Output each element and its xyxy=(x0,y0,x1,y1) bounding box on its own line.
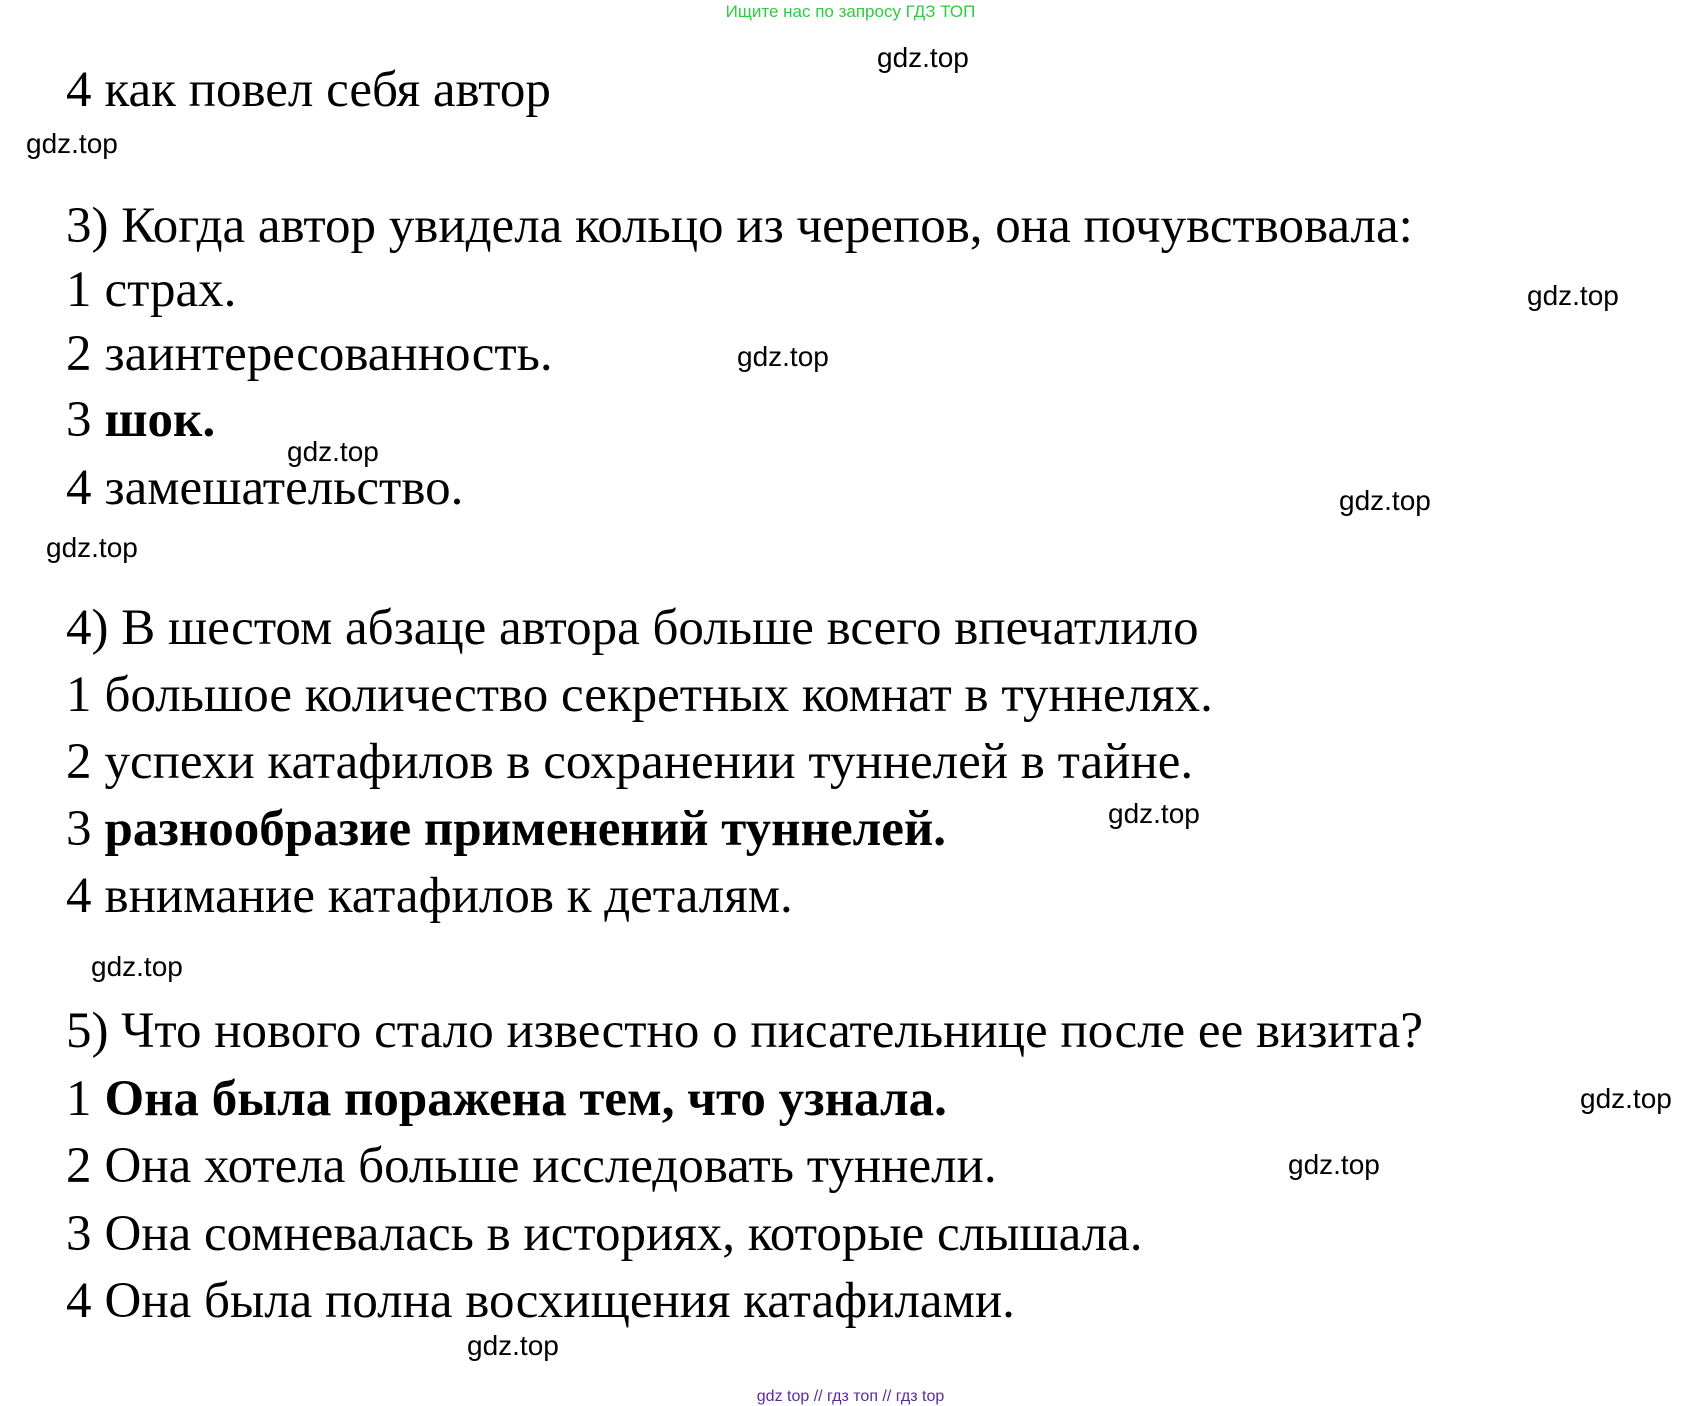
option-number: 2 xyxy=(66,1138,92,1194)
footer-links[interactable]: gdz top // гдз топ // гдз top xyxy=(756,1388,945,1405)
answer-text: разнообразие применений туннелей. xyxy=(104,801,946,857)
option-number: 1 xyxy=(66,262,92,318)
option-text: внимание катафилов к деталям. xyxy=(104,868,793,924)
option-number: 4 xyxy=(66,1273,92,1329)
watermark: gdz.top xyxy=(46,532,138,563)
q3-option-2 xyxy=(66,326,553,382)
option-number: 4 xyxy=(66,460,92,516)
option-text: замешательство. xyxy=(104,460,464,516)
option-text: как повел себя автор xyxy=(104,62,551,118)
search-hint-link[interactable]: Ищите нас по запросу ГДЗ ТОП xyxy=(725,2,976,21)
q4-prompt: 4) В шестом абзаце автора больше всего впечатлило xyxy=(66,600,1199,656)
watermark: gdz.top xyxy=(1580,1083,1672,1114)
q5-option-4 xyxy=(66,1273,1015,1329)
option-number: 2 xyxy=(66,734,92,790)
option-text: успехи катафилов в сохранении туннелей в тайне. xyxy=(104,734,1194,790)
option-text: страх. xyxy=(104,262,237,318)
option-text: Она сомневалась в историях, которые слышала. xyxy=(104,1206,1143,1262)
watermark: gdz.top xyxy=(737,341,829,372)
q5-prompt: 5) Что нового стало известно о писательнице после ее визита? xyxy=(66,1003,1423,1059)
option-text: Она хотела больше исследовать туннели. xyxy=(104,1138,997,1194)
option-number: 1 xyxy=(66,667,92,723)
option-number: 3 xyxy=(66,392,92,448)
option-number: 1 xyxy=(66,1071,92,1127)
answer-text: Она была поражена тем, что узнала. xyxy=(104,1071,947,1127)
watermark: gdz.top xyxy=(1288,1149,1380,1180)
q3-prompt: 3) Когда автор увидела кольцо из черепов, она почувствовала: xyxy=(66,198,1413,254)
option-number: 3 xyxy=(66,801,92,857)
q3-option-1 xyxy=(66,262,236,318)
q2-option-4 xyxy=(66,62,551,118)
option-text: большое количество секретных комнат в туннелях. xyxy=(104,667,1213,723)
q5-option-3 xyxy=(66,1206,1143,1262)
q4-option-2 xyxy=(66,734,1193,790)
q4-option-4 xyxy=(66,868,793,924)
watermark: gdz.top xyxy=(1108,798,1200,829)
option-text: заинтересованность. xyxy=(104,326,553,382)
answer-text: шок. xyxy=(104,392,216,448)
q3-option-3-answer xyxy=(66,392,215,448)
watermark: gdz.top xyxy=(1527,280,1619,311)
watermark: gdz.top xyxy=(467,1330,559,1361)
option-number: 3 xyxy=(66,1206,92,1262)
q5-option-1-answer xyxy=(66,1071,947,1127)
option-number: 4 xyxy=(66,62,92,118)
watermark: gdz.top xyxy=(1339,485,1431,516)
watermark: gdz.top xyxy=(91,951,183,982)
q3-option-4 xyxy=(66,460,463,516)
q5-option-2 xyxy=(66,1138,997,1194)
q4-option-3-answer xyxy=(66,801,946,857)
option-text: Она была полна восхищения катафилами. xyxy=(104,1273,1015,1329)
option-number: 2 xyxy=(66,326,92,382)
watermark: gdz.top xyxy=(877,42,969,73)
watermark: gdz.top xyxy=(287,436,379,467)
option-number: 4 xyxy=(66,868,92,924)
watermark: gdz.top xyxy=(26,128,118,159)
q4-option-1 xyxy=(66,667,1213,723)
